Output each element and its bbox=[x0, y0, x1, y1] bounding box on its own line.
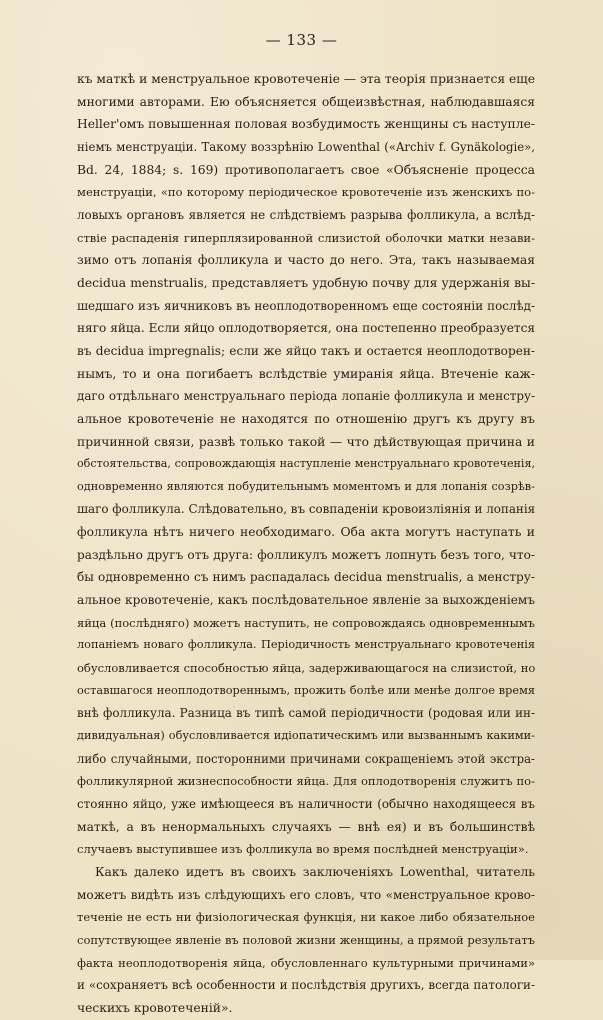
text-line: ческихъ кровотеченій». bbox=[77, 1000, 233, 1015]
text-line: къ маткѣ и менструальное кровотеченіе — эта теорія признается еще bbox=[77, 72, 535, 86]
text-line: менструаціи, «по которому періодическое кровотеченіе изъ женскихъ по- bbox=[77, 185, 535, 200]
text-line: дивидуальная) обусловливается идіопатическимъ или вызваннымъ какими- bbox=[77, 729, 535, 743]
text-line: стоянно яйцо, уже имѣющееся въ наличности (обычно находящееся въ bbox=[77, 797, 535, 811]
text-line: альное кровотеченіе не находятся по отношенію другъ къ другу въ bbox=[77, 411, 535, 426]
text-line: либо случайными, посторонними причинами сокращеніемъ этой экстра- bbox=[77, 751, 535, 766]
body-text bbox=[77, 68, 535, 1020]
text-line: лопаніемъ новаго фолликула. Періодичность менструальнаго кровотеченія bbox=[77, 638, 535, 652]
text-line: внѣ фолликула. Разница въ типѣ самой періодичности (родовая или ин- bbox=[77, 706, 535, 721]
text-line: няго яйца. Если яйцо оплодотворяется, она постепенно преобразуется bbox=[77, 321, 535, 336]
text-line: Bd. 24, 1884; s. 169) противополагаетъ свое «Объясненіе процесса bbox=[77, 162, 535, 177]
text-line: многими авторами. Ею объясняется общеизвѣстная, наблюдавшаяся bbox=[77, 94, 535, 109]
text-line: фолликула нѣтъ ничего необходимаго. Оба акта могутъ наступать и bbox=[77, 525, 535, 540]
text-line: одновременно являются побудительнымъ моментомъ и для лопанія созрѣв- bbox=[77, 479, 535, 493]
text-line: обусловливается способностью яйца, задерживающагося на слизистой, но bbox=[77, 661, 536, 676]
text-line: даго отдѣльнаго менструальнаго періода лопаніе фолликула и менстру- bbox=[77, 389, 535, 404]
text-line: раздѣльно другъ отъ друга: фолликулъ можетъ лопнуть безъ того, что- bbox=[77, 547, 535, 562]
page-number: — 133 — bbox=[265, 31, 338, 49]
text-line: Heller'омъ повышенная половая возбудимость женщины съ наступле- bbox=[77, 117, 535, 132]
text-line: сопутствующее явленіе въ половой жизни женщины, а прямой результатъ bbox=[77, 932, 535, 947]
text-line: нымъ, то и она погибаетъ вслѣдствіе умиранія яйца. Втеченіе каж- bbox=[77, 366, 535, 381]
text-line: случаевъ выступившее изъ фолликула во время послѣдней менструаціи». bbox=[77, 842, 529, 857]
text-line: decidua menstrualis, представляетъ удобную почву для удержанія вы- bbox=[77, 275, 535, 290]
text-line: оставшагося неоплодотвореннымъ, прожить болѣе или менѣе долгое время bbox=[77, 683, 535, 697]
text-line: теченіе не есть ни физіологическая функція, ни какое либо обязательное bbox=[77, 910, 535, 925]
text-line: бы одновременно съ нимъ распадалась decidua menstrualis, а менстру- bbox=[77, 570, 535, 585]
text-line: фолликулярной жизнеспособности яйца. Для оплодотворенія служитъ по- bbox=[77, 774, 535, 789]
text-line: ніемъ менструаціи. Такому воззрѣнію Lowenthal («Archiv f. Gynäkologie», bbox=[77, 139, 535, 154]
text-line: маткѣ, а въ ненормальныхъ случаяхъ — внѣ ея) и въ большинствѣ bbox=[77, 819, 535, 834]
text-line: яйца (послѣдняго) можетъ наступить, не сопровождаясь одновременнымъ bbox=[77, 615, 535, 630]
text-line: ловыхъ органовъ является не слѣдствіемъ разрыва фолликула, а вслѣд- bbox=[77, 207, 535, 222]
text-line: обстоятельства, сопровождающія наступленіе менструальнаго кровотеченія, bbox=[77, 457, 535, 471]
text-line: ствіе распаденія гиперплязированной слизистой оболочки матки незави- bbox=[77, 230, 535, 245]
text-line: и «сохраняетъ всѣ особенности и послѣдствія другихъ, всегда патологи- bbox=[77, 978, 535, 993]
text-line: шаго фолликула. Слѣдовательно, въ совпаденіи кровоизліянія и лопанія bbox=[77, 502, 536, 517]
text-line: въ decidua impregnalis; если же яйцо такъ и остается неоплодотворен- bbox=[77, 343, 535, 358]
text-line: причинной связи, развѣ только такой — что дѣйствующая причина и bbox=[77, 434, 535, 449]
text-line: альное кровотеченіе, какъ послѣдовательное явленіе за выхожденіемъ bbox=[77, 593, 535, 608]
text-line: факта неоплодотворенія яйца, обусловленнаго культурными причинами» bbox=[77, 955, 535, 970]
text-line: можетъ видѣть изъ слѣдующихъ его словъ, что «менструальное крово- bbox=[77, 887, 535, 902]
text-line: зимо отъ лопанія фолликула и часто до него. Эта, такъ называемая bbox=[77, 253, 535, 268]
text-line: Какъ далеко идетъ въ своихъ заключеніяхъ Lowenthal, читатель bbox=[95, 864, 535, 879]
text-line: шедшаго изъ яичниковъ въ неоплодотворенномъ еще состояніи послѣд- bbox=[77, 298, 535, 313]
